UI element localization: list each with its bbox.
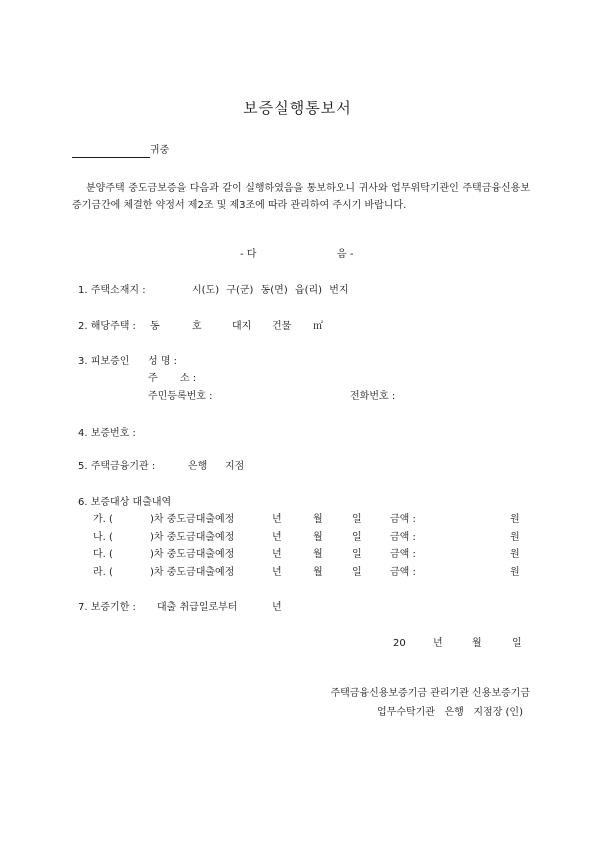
loan-row-desc: )차 중도금대출예정 — [150, 567, 235, 578]
loan-row-desc: )차 중도금대출예정 — [150, 514, 235, 525]
item3-rrn: 주민등록번호 : — [148, 391, 213, 402]
item1-value: 시(도) 구(군) 동(면) 읍(리) 번지 — [192, 285, 349, 296]
item7-year: 년 — [272, 602, 282, 613]
loan-row-prefix: 라. ( — [93, 567, 113, 578]
item4-label: 4. 보증번호 : — [78, 428, 136, 439]
item3-label: 3. 피보증인 — [78, 356, 130, 367]
loan-row-day: 일 — [352, 514, 362, 525]
loan-row-year: 년 — [272, 549, 282, 560]
recipient-label: 귀중 — [150, 145, 170, 156]
loan-row-month: 월 — [313, 549, 323, 560]
loan-row-month: 월 — [313, 514, 323, 525]
date-year: 년 — [433, 638, 443, 649]
heading-right: 음 - — [337, 249, 354, 260]
intro-text: 분양주택 중도금보증을 다음과 같이 실행하였음을 통보하오니 귀사와 업무위탁기관인 주택금융신용보증기금간에 체결한 약정서 제2조 및 제3조에 따라 관리하여 주시기 바랍니다. — [72, 183, 530, 211]
item2-dong: 동 — [150, 321, 160, 332]
item1-label: 1. 주택소재지 : — [78, 285, 146, 296]
item5-label: 5. 주택금융기관 : — [78, 461, 156, 472]
document-title: 보증실행통보서 — [243, 99, 352, 117]
loan-row-won: 원 — [510, 549, 520, 560]
item3-address: 주 소 : — [148, 373, 197, 384]
item5-branch: 지점 — [225, 461, 245, 472]
date-month: 월 — [472, 638, 482, 649]
loan-row-prefix: 나. ( — [93, 532, 113, 543]
item2-unit: ㎡ — [313, 321, 323, 332]
item6-label: 6. 보증대상 대출내역 — [78, 497, 172, 508]
loan-row-amount-label: 금액 : — [390, 514, 416, 525]
loan-row-day: 일 — [352, 532, 362, 543]
loan-row-amount-label: 금액 : — [390, 549, 416, 560]
item3-phone: 전화번호 : — [350, 391, 396, 402]
loan-row-desc: )차 중도금대출예정 — [150, 549, 235, 560]
date-year-prefix: 20 — [393, 638, 406, 649]
item7-label: 7. 보증기한 : — [78, 602, 136, 613]
loan-row-year: 년 — [272, 514, 282, 525]
loan-row-month: 월 — [313, 532, 323, 543]
intro-paragraph — [72, 180, 530, 214]
loan-row-won: 원 — [510, 514, 520, 525]
item2-label: 2. 해당주택 : — [78, 321, 136, 332]
loan-row-won: 원 — [510, 567, 520, 578]
item3-name: 성 명 : — [148, 356, 178, 367]
loan-row-amount-label: 금액 : — [390, 567, 416, 578]
loan-row-day: 일 — [352, 567, 362, 578]
loan-row-prefix: 가. ( — [93, 514, 113, 525]
loan-row-month: 월 — [313, 567, 323, 578]
loan-row-won: 원 — [510, 532, 520, 543]
date-day: 일 — [512, 638, 522, 649]
item2-geonmul: 건물 — [272, 321, 292, 332]
loan-row-day: 일 — [352, 549, 362, 560]
footer-line1: 주택금융신용보증기금 관리기관 신용보증기금 — [330, 688, 530, 699]
item2-ho: 호 — [192, 321, 202, 332]
footer-line2: 업무수탁기관 은행 지점장 (인) — [377, 707, 523, 718]
heading-left: - 다 — [240, 249, 257, 260]
loan-row-year: 년 — [272, 532, 282, 543]
item5-bank: 은행 — [188, 461, 208, 472]
item2-daeji: 대지 — [232, 321, 252, 332]
loan-row-desc: )차 중도금대출예정 — [150, 532, 235, 543]
item7-value: 대출 취급일로부터 — [157, 602, 238, 613]
loan-row-amount-label: 금액 : — [390, 532, 416, 543]
loan-row-prefix: 다. ( — [93, 549, 113, 560]
loan-row-year: 년 — [272, 567, 282, 578]
recipient-blank-line — [72, 157, 150, 158]
